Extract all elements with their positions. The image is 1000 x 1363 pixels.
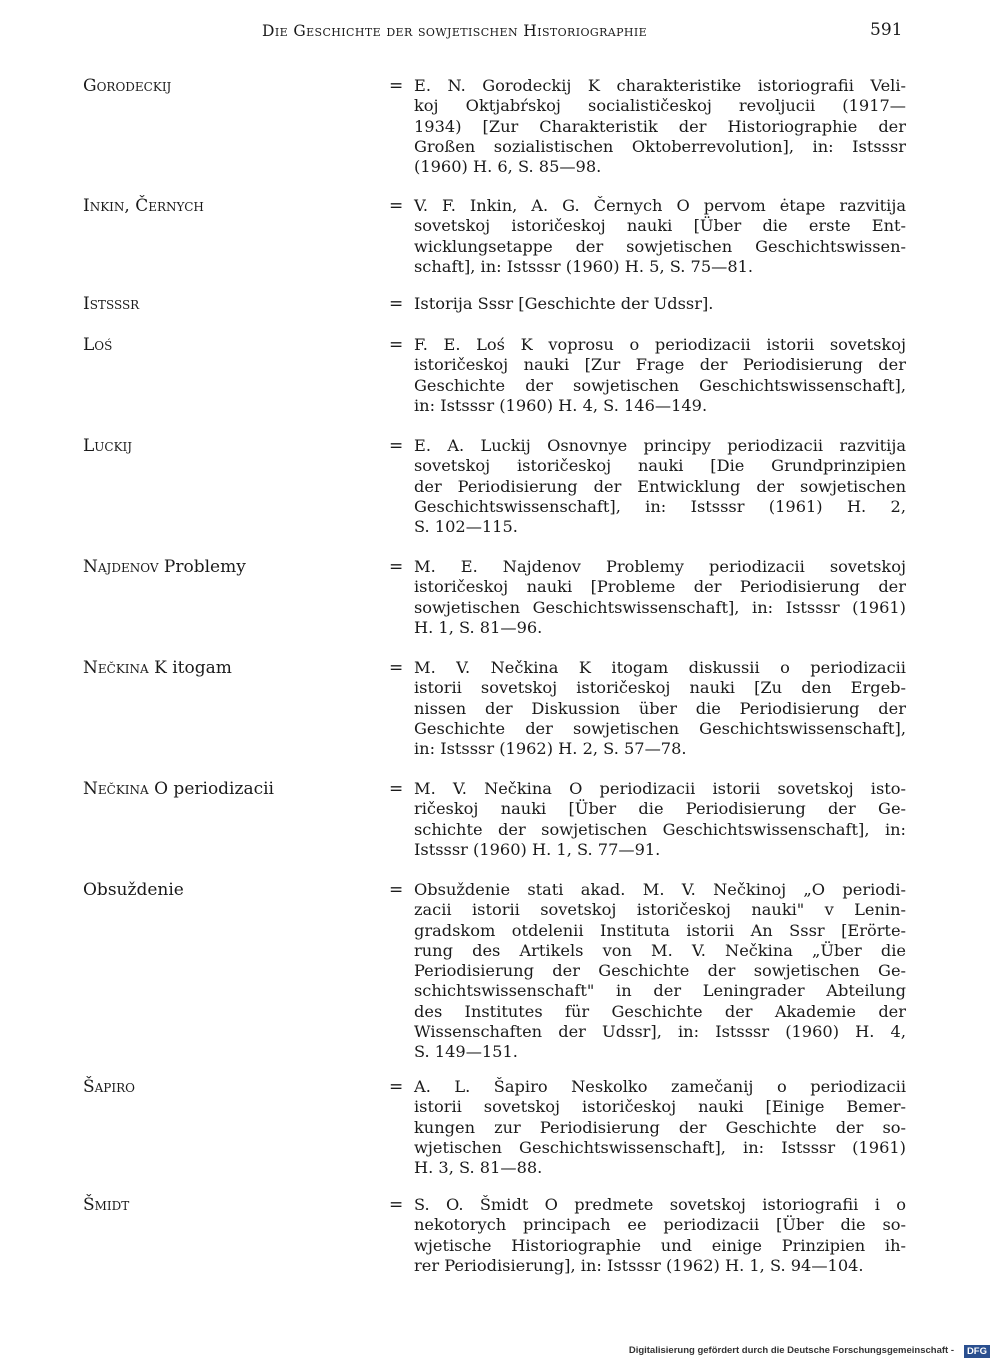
entry-abbreviation: Inkin, Černych — [83, 196, 204, 216]
footer-credit: Digitalisierung gefördert durch die Deutsche Forschungsgemeinschaft - — [628, 1345, 954, 1356]
equals-sign: = — [389, 1195, 404, 1215]
entry-reference: E. A. Luckij Osnovnye principy periodizacii razvitija sovetskoj istoričeskoj nauki [Die Grundprinzipien der Periodisierung der Entwicklung der sowjetischen Geschichtswissenschaft], in: Istsssr (1961) H. 2, S. 102—115. — [414, 436, 906, 537]
entry-abbreviation: Luckij — [83, 436, 133, 456]
entry-reference: V. F. Inkin, A. G. Černych O pervom ėtape razvitija sovetskoj istoričeskoj nauki [Über die erste Ent- wicklungsetappe der sowjetischen Geschichtswissen- schaft], in: Istsssr (1960) H. 5, S. 75—81. — [414, 196, 906, 276]
equals-sign: = — [389, 335, 404, 355]
entry-reference: F. E. Loś K voprosu o periodizacii istorii sovetskoj istoričeskoj nauki [Zur Frage der Periodisierung der Geschichte der sowjetischen Geschichtswissenschaft], in: Istsssr (1960) H. 4, S. 146—149. — [414, 335, 906, 415]
entry-reference: S. O. Šmidt O predmete sovetskoj istoriografii i o nekotorych principach ee periodizacii [Über die so- wjetische Historiographie und einige Prinzipien ih- rer Periodisierung], in: Istsssr (1962) H. 1, S. 94—104. — [414, 1195, 906, 1275]
entry-reference: Istorija Sssr [Geschichte der Udssr]. — [414, 294, 714, 313]
entry-abbreviation: Gorodeckij — [83, 76, 172, 96]
entry-abbreviation: Najdenov Problemy — [83, 557, 246, 577]
entry-abbreviation: Obsuždenie — [83, 880, 184, 900]
equals-sign: = — [389, 196, 404, 216]
entry-abbreviation: Nečkina K itogam — [83, 658, 232, 678]
dfg-logo: DFG — [964, 1345, 990, 1358]
equals-sign: = — [389, 880, 404, 900]
page-header — [0, 22, 1000, 46]
equals-sign: = — [389, 779, 404, 799]
equals-sign: = — [389, 557, 404, 577]
entry-reference: E. N. Gorodeckij K charakteristike istoriografii Veli- koj Oktjabŕskoj socialističeskoj revoljucii (1917— 1934) [Zur Charakteristik der Historiographie der Großen sozialistischen Oktoberrevolution], in: Istsssr (1960) H. 6, S. 85—98. — [414, 76, 906, 177]
entry-abbreviation: Loś — [83, 335, 113, 355]
entry-abbreviation: Šapiro — [83, 1077, 135, 1097]
entry-reference: A. L. Šapiro Neskolko zamečanij o periodizacii istorii sovetskoj istoričeskoj nauki [Einige Bemer- kungen zur Periodisierung der Geschichte der so- wjetischen Geschichtswissenschaft], in: Istsssr (1961) H. 3, S. 81—88. — [414, 1077, 906, 1178]
running-title: Die Geschichte der sowjetischen Historiographie — [262, 22, 648, 40]
equals-sign: = — [389, 294, 404, 314]
entry-abbreviation: Šmidt — [83, 1195, 130, 1215]
entry-reference: M. V. Nečkina K itogam diskussii o periodizacii istorii sovetskoj istoričeskoj nauki [Zu den Ergeb- nissen der Diskussion über die Periodisierung der Geschichte der sowjetischen Geschichtswissenschaft], in: Istsssr (1962) H. 2, S. 57—78. — [414, 658, 906, 759]
entry-abbreviation: Nečkina O periodizacii — [83, 779, 274, 799]
equals-sign: = — [389, 1077, 404, 1097]
digitization-footer — [600, 1345, 990, 1359]
equals-sign: = — [389, 658, 404, 678]
entry-abbreviation: Istsssr — [83, 294, 140, 314]
entry-reference: M. E. Najdenov Problemy periodizacii sovetskoj istoričeskoj nauki [Probleme der Periodisierung der sowjetischen Geschichtswissenschaft], in: Istsssr (1961) H. 1, S. 81—96. — [414, 557, 906, 637]
equals-sign: = — [389, 436, 404, 456]
entry-reference: M. V. Nečkina O periodizacii istorii sovetskoj isto- ričeskoj nauki [Über die Periodisierung der Ge- schichte der sowjetischen Geschichtswissenschaft], in: Istsssr (1960) H. 1, S. 77—91. — [414, 779, 906, 859]
equals-sign: = — [389, 76, 404, 96]
entry-reference: Obsuždenie stati akad. M. V. Nečkinoj „O periodi- zacii istorii sovetskoj istoričeskoj nauki" v Lenin- gradskom otdelenii Instituta istorii An Sssr [Erörte- rung des Artikels von M. V. Nečkina „Über die Periodisierung der Geschichte der sowjetischen Ge- schichtswissenschaft" in der Leningrader Abteilung des Institutes für Geschichte der Akademie der Wissenschaften der Udssr], in: Istsssr (1960) H. 4, S. 149—151. — [414, 880, 906, 1062]
page-number: 591 — [870, 20, 903, 40]
